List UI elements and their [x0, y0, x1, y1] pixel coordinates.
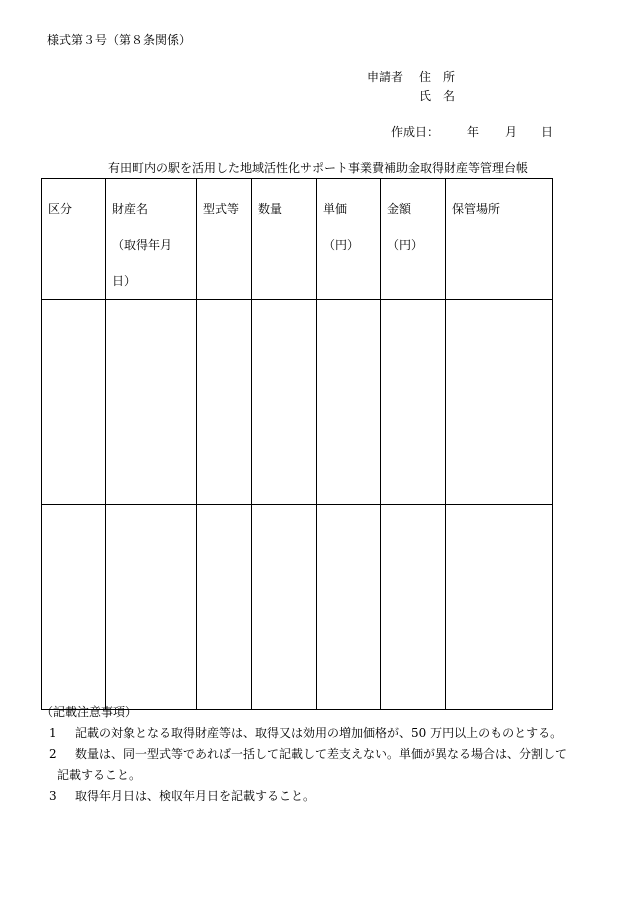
form-number: 様式第３号（第８条関係） — [47, 33, 192, 47]
note-item — [41, 786, 567, 807]
header-cell-storage-location — [446, 179, 553, 300]
header-cell-category — [42, 179, 106, 300]
table-cell — [446, 505, 553, 710]
table-cell — [446, 300, 553, 505]
address-label: 住 所 — [419, 70, 456, 84]
table-cell — [252, 300, 317, 505]
table-cell — [42, 300, 106, 505]
header-cell-amount — [381, 179, 446, 300]
header-cell-property-name — [106, 179, 197, 300]
note-number: 2 — [49, 747, 57, 761]
table-row — [42, 505, 553, 710]
property-ledger-table — [41, 178, 553, 710]
table-row — [42, 300, 553, 505]
header-cell-line: （円） — [323, 238, 360, 252]
note-text-continuation: 記載すること。 — [57, 768, 142, 782]
table-cell — [317, 300, 381, 505]
table-cell — [197, 505, 252, 710]
table-cell — [252, 505, 317, 710]
table-header-row — [42, 179, 553, 300]
header-cell-line: 型式等 — [203, 202, 240, 216]
header-cell-line: 数量 — [258, 202, 283, 216]
header-cell-line: 金額 — [387, 202, 412, 216]
header-cell-line: （取得年月 — [112, 238, 173, 252]
name-label: 氏 名 — [419, 89, 456, 103]
table-cell — [317, 505, 381, 710]
notes-heading: （記載注意事項） — [41, 705, 138, 719]
note-text: 記載の対象となる取得財産等は、取得又は効用の増加価格が、50 万円以上のものとする。 — [75, 726, 563, 740]
date-day-label: 日 — [541, 125, 554, 139]
header-cell-line: （円） — [387, 238, 424, 252]
table-cell — [381, 300, 446, 505]
note-item — [41, 723, 567, 744]
notes-section — [41, 702, 567, 807]
header-cell-quantity — [252, 179, 317, 300]
table-cell — [106, 300, 197, 505]
table-cell — [381, 505, 446, 710]
header-cell-line: 区分 — [48, 202, 73, 216]
note-number: 1 — [49, 726, 57, 740]
table-cell — [106, 505, 197, 710]
table-cell — [197, 300, 252, 505]
header-cell-line: 単価 — [323, 202, 348, 216]
applicant-label: 申請者 — [367, 70, 404, 84]
header-cell-line: 保管場所 — [452, 202, 501, 216]
header-cell-line: 日） — [112, 274, 137, 288]
note-text: 取得年月日は、検収年月日を記載すること。 — [75, 789, 316, 803]
table-cell — [42, 505, 106, 710]
header-cell-line: 財産名 — [112, 202, 149, 216]
note-item — [41, 744, 567, 765]
note-number: 3 — [49, 789, 57, 803]
note-text: 数量は、同一型式等であれば一括して記載して差支えない。単価が異なる場合は、分割して — [75, 747, 568, 761]
date-month-label: 月 — [505, 125, 518, 139]
header-cell-model — [197, 179, 252, 300]
creation-date-label: 作成日： — [391, 125, 440, 139]
date-year-label: 年 — [467, 125, 480, 139]
header-cell-unit-price — [317, 179, 381, 300]
ledger-title: 有田町内の駅を活用した地域活性化サポート事業費補助金取得財産等管理台帳 — [108, 161, 529, 175]
